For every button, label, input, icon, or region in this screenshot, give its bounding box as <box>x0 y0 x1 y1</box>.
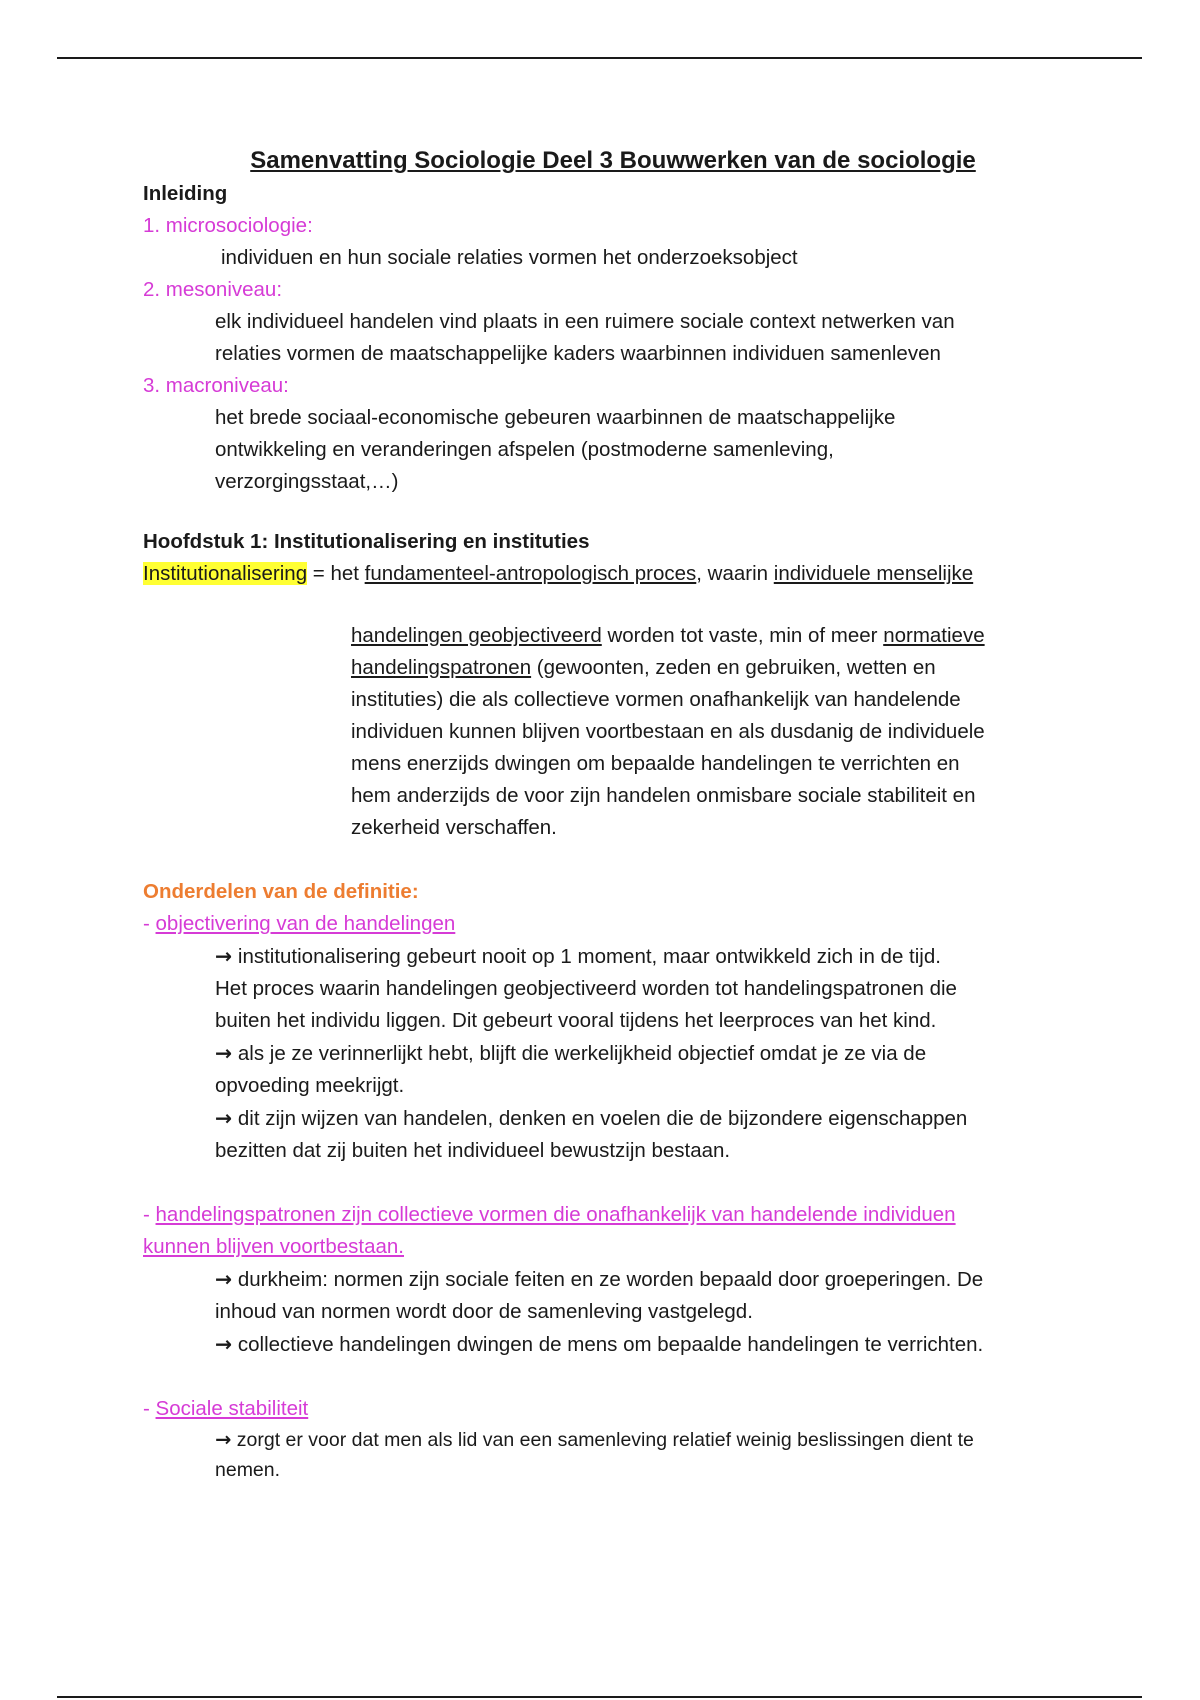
section-title-text: kunnen blijven voortbestaan. <box>143 1235 404 1258</box>
section-title-text: objectivering van de handelingen <box>155 912 456 935</box>
definition-text: (gewoonten, zeden en gebruiken, wetten en <box>531 656 936 679</box>
document-title: Samenvatting Sociologie Deel 3 Bouwwerken van de sociologie <box>250 147 976 174</box>
definition-underlined: fundamenteel-antropologisch proces <box>364 562 697 585</box>
definition-first-line <box>143 558 1083 590</box>
arrow-icon: → <box>215 1041 233 1065</box>
section-title <box>143 1199 1083 1231</box>
intro-item-line: verzorgingsstaat,…) <box>215 470 399 493</box>
section-line <box>215 940 1083 973</box>
section-line-text: dit zijn wijzen van handelen, denken en voelen die de bijzondere eigenschappen <box>232 1107 968 1130</box>
section-title-text: Sociale stabiliteit <box>155 1397 309 1420</box>
section-line <box>215 1263 1083 1296</box>
arrow-icon: → <box>215 1332 233 1356</box>
definition-line: individuen kunnen blijven voortbestaan en als dusdanig de individuele <box>351 720 985 743</box>
definition-text: , waarin <box>696 562 774 585</box>
definition-block <box>143 620 1083 844</box>
intro-heading: Inleiding <box>143 182 228 205</box>
section-line-text: zorgt er voor dat men als lid van een samenleving relatief weinig beslissingen dient te <box>231 1429 974 1451</box>
section-line: opvoeding meekrijgt. <box>215 1074 405 1097</box>
parts-heading: Onderdelen van de definitie: <box>143 880 419 903</box>
intro-item-label: 2. mesoniveau: <box>143 278 283 301</box>
section-line: Het proces waarin handelingen geobjectiveerd worden tot handelingspatronen die <box>215 977 957 1000</box>
definition-line: hem anderzijds de voor zijn handelen onmisbare sociale stabiliteit en <box>351 784 976 807</box>
section-prefix: - <box>143 1397 156 1420</box>
arrow-icon: → <box>215 1428 232 1451</box>
intro-item-line: relaties vormen de maatschappelijke kaders waarbinnen individuen samenleven <box>215 342 941 365</box>
intro-item-line: elk individueel handelen vind plaats in een ruimere sociale context netwerken van <box>215 310 955 333</box>
section-line-text: durkheim: normen zijn sociale feiten en ze worden bepaald door groeperingen. De <box>232 1268 984 1291</box>
section-title-text: handelingspatronen zijn collectieve vormen die onafhankelijk van handelende individuen <box>155 1203 956 1226</box>
section-line-text: collectieve handelingen dwingen de mens om bepaalde handelingen te verrichten. <box>232 1333 984 1356</box>
intro-item-line: individuen en hun sociale relaties vormen het onderzoeksobject <box>221 246 798 269</box>
intro-item-line: het brede sociaal-economische gebeuren waarbinnen de maatschappelijke <box>215 406 896 429</box>
bottom-rule <box>57 1696 1142 1698</box>
definition-text: worden tot vaste, min of meer <box>601 624 884 647</box>
arrow-icon: → <box>215 1267 233 1291</box>
definition-underlined: individuele menselijke <box>773 562 974 585</box>
section-line <box>215 1425 1083 1455</box>
definition-underlined: handelingen geobjectiveerd <box>351 624 602 647</box>
section-line: nemen. <box>215 1459 281 1481</box>
definition-text: = het <box>307 562 365 585</box>
section-body <box>143 1263 1083 1361</box>
definition-line: zekerheid verschaffen. <box>351 816 557 839</box>
section-line <box>215 1102 1083 1135</box>
arrow-icon: → <box>215 944 233 968</box>
section-body <box>143 1425 1083 1485</box>
section-title <box>143 908 1083 940</box>
section-title <box>143 1393 1083 1425</box>
chapter-heading: Hoofdstuk 1: Institutionalisering en instituties <box>143 530 590 553</box>
intro-item-line: ontwikkeling en veranderingen afspelen (postmoderne samenleving, <box>215 438 834 461</box>
highlighted-term: Institutionalisering <box>143 562 308 585</box>
definition-underlined: handelingspatronen <box>351 656 532 679</box>
intro-item-label: 3. macroniveau: <box>143 374 289 397</box>
section-prefix: - <box>143 912 156 935</box>
section-line: bezitten dat zij buiten het individueel bewustzijn bestaan. <box>215 1139 731 1162</box>
definition-line: mens enerzijds dwingen om bepaalde handelingen te verrichten en <box>351 752 960 775</box>
section-body <box>143 940 1083 1167</box>
definition-line: instituties) die als collectieve vormen onafhankelijk van handelende <box>351 688 961 711</box>
section-line-text: als je ze verinnerlijkt hebt, blijft die werkelijkheid objectief omdat je ze via de <box>232 1042 927 1065</box>
section-line: inhoud van normen wordt door de samenleving vastgelegd. <box>215 1300 753 1323</box>
top-rule <box>57 57 1142 59</box>
definition-line <box>351 620 1083 652</box>
section-line <box>215 1328 1083 1361</box>
document-page <box>143 140 1083 1485</box>
section-prefix: - <box>143 1203 156 1226</box>
intro-item-label: 1. microsociologie: <box>143 214 313 237</box>
section-line <box>215 1037 1083 1070</box>
definition-line <box>351 652 1083 684</box>
definition-underlined: normatieve <box>883 624 985 647</box>
arrow-icon: → <box>215 1106 233 1130</box>
section-title-continued <box>143 1231 1083 1263</box>
section-line: buiten het individu liggen. Dit gebeurt vooral tijdens het leerproces van het kind. <box>215 1009 937 1032</box>
section-line-text: institutionalisering gebeurt nooit op 1 moment, maar ontwikkeld zich in de tijd. <box>232 945 941 968</box>
